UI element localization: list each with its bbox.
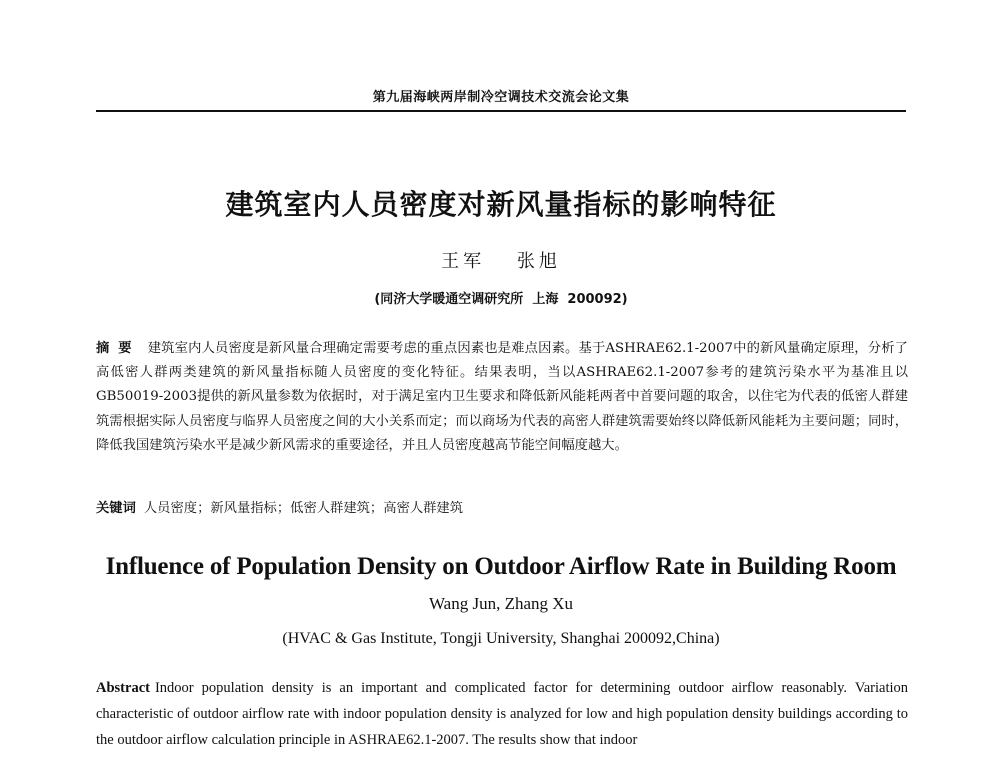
chinese-keywords-text: 人员密度；新风量指标；低密人群建筑；高密人群建筑 [143,501,464,516]
chinese-abstract [96,337,908,458]
english-authors: Wang Jun, Zhang Xu [428,594,574,613]
chinese-keywords-label: 关键词 [96,501,136,516]
chinese-title: 建筑室内人员密度对新风量指标的影响特征 [225,188,777,221]
chinese-authors: 王军 张旭 [441,251,561,272]
chinese-keywords [96,498,908,520]
chinese-affiliation: (同济大学暖通空调研究所 上海 200092) [374,292,628,307]
english-title: Influence of Population Density on Outdoor Airflow Rate in Building Room [105,553,897,580]
english-affiliation: (HVAC & Gas Institute, Tongji University, Shanghai 200092,China) [282,630,720,647]
chinese-abstract-text: 建筑室内人员密度是新风量合理确定需要考虑的重点因素也是难点因素。基于ASHRAE62.1-2007中的新风量确定原理，分析了高低密人群两类建筑的新风量指标随人员密度的变化特征。结果表明，当以ASHRAE62.1-2007参考的建筑污染水平为基准且以GB50019-2003提供的新风量参数为依据时，对于满足室内卫生要求和降低新风能耗两者中首要问题的取舍，以住宅为代表的低密人群建筑需根据实际人员密度与临界人员密度之间的大小关系而定；而以商场为代表的高密人群建筑需要始终以降低新风能耗为主要问题；同时，降低我国建筑污染水平是减少新风需求的重要途径，并且人员密度越高节能空间幅度越大。 [96,341,908,453]
english-abstract [96,675,908,753]
english-abstract-text: Indoor population density is an important and complicated factor for determining outdoor airflow reasonably. Variation characteristic of outdoor airflow rate with indoor population density is analyzed for low and high population density buildings according to the outdoor airflow calculation principle in ASHRAE62.1-2007. The results show that indoor [96,680,908,748]
running-header: 第九届海峡两岸制冷空调技术交流会论文集 [372,90,630,105]
header-rule [96,110,906,112]
chinese-abstract-label: 摘 要 [96,341,134,356]
english-abstract-label: Abstract [96,680,150,696]
